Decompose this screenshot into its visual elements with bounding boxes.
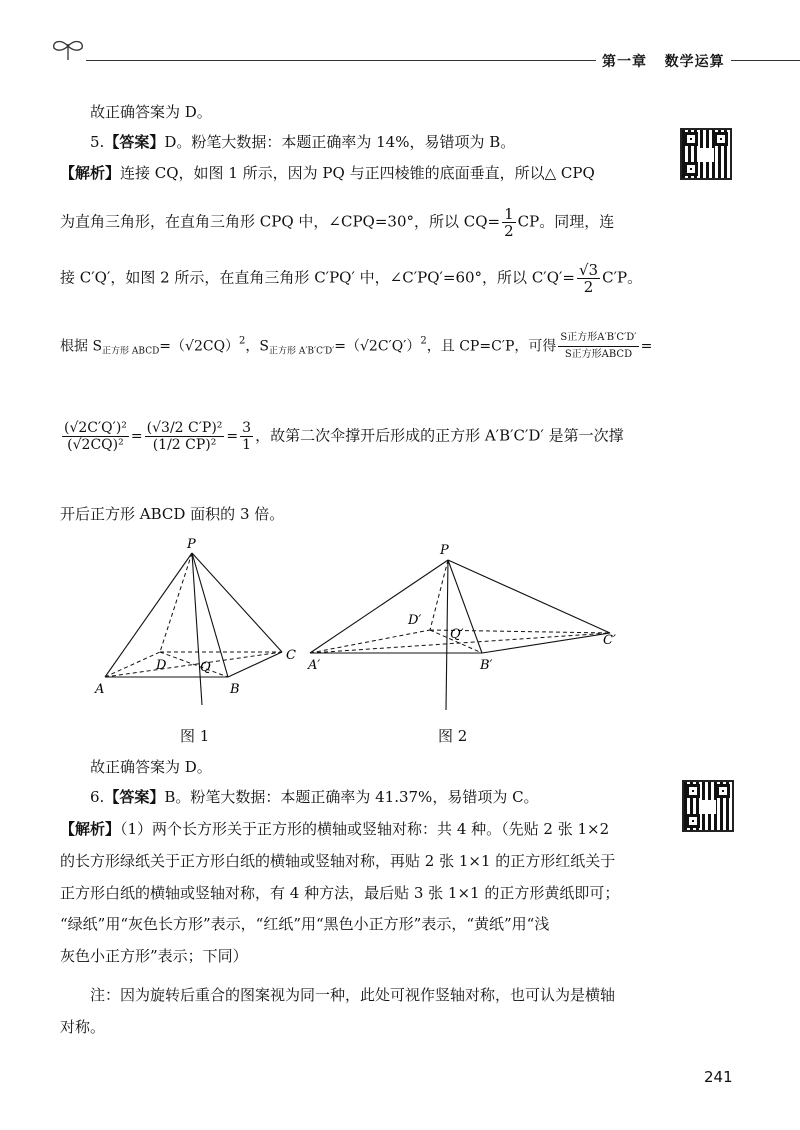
edge-PD: [160, 553, 192, 652]
prev-conclusion: 故正确答案为 D。: [90, 103, 212, 121]
page-number: 241: [704, 1068, 733, 1086]
q5-analysis-tag: 【解析】: [60, 164, 121, 182]
q5-text-6: 开后正方形 ABCD 面积的 3 倍。: [60, 505, 285, 523]
superscript: 2: [420, 335, 427, 347]
label-C: C: [286, 648, 296, 663]
q6-analysis-tag: 【解析】: [60, 820, 121, 838]
q5-analysis-line2: [60, 206, 614, 239]
q5-analysis-line4: [60, 330, 652, 363]
q6-answer-tag: 【答案】: [104, 788, 165, 806]
label-P: P: [187, 537, 196, 552]
label-B: B: [230, 682, 240, 697]
frac-num: 3: [242, 420, 252, 436]
label-P: P: [440, 543, 449, 558]
q5-equation-text: ，故第二次伞撑开后形成的正方形 A′B′C′D′ 是第一次撑: [255, 426, 624, 445]
frac-num: √3: [578, 261, 599, 279]
q6-answer-line: [90, 786, 539, 808]
q5-text-2b: CP。同理，连: [517, 212, 615, 231]
figure-1-pyramid: [90, 535, 305, 705]
q5-answer-tag: 【答案】: [104, 133, 165, 151]
q5-text-4a: 根据 S: [60, 338, 103, 355]
edge-PA: [310, 560, 448, 653]
q5-text-4b: =（√2CQ）: [159, 338, 240, 355]
area-ratio-fraction: [558, 330, 638, 363]
label-C: C′: [603, 633, 616, 648]
frac-den: 2: [583, 278, 594, 296]
diag-DB: [160, 652, 228, 677]
eq-right-fraction: [240, 420, 253, 453]
frac-num: 1: [504, 205, 514, 223]
q6-text-1: （1）两个长方形关于正方形的横轴或竖轴对称：共 4 种。（先贴 2 张 1×2: [120, 820, 610, 838]
edge-PB: [192, 553, 228, 677]
qr-code-icon[interactable]: [682, 780, 734, 832]
q5-analysis-line3: [60, 262, 642, 295]
q5-answer-line: [90, 131, 515, 153]
figure-1-caption: 图 1: [180, 727, 210, 745]
subscript: 正方形 A′B′C′D′: [269, 346, 335, 357]
edge-BC: [482, 633, 610, 653]
frac-num: (√3/2 C′P)²: [146, 420, 223, 436]
subscript: 正方形 ABCD: [102, 346, 160, 357]
q5-text-3a: 接 C′Q′，如图 2 所示，在直角三角形 C′PQ′ 中，∠C′PQ′=60°，所以 C′Q′=: [60, 268, 575, 287]
frac-den: 2: [504, 222, 514, 240]
axis-line: [192, 553, 202, 705]
q6-number: 6.: [90, 788, 105, 806]
chapter-label: 第一章: [602, 54, 647, 70]
q6-analysis-line1: [60, 818, 609, 840]
q5-text-4d: =（√2C′Q′）: [334, 338, 421, 355]
eq-left-fraction: [62, 420, 129, 453]
q6-text-4: “绿纸”用“灰色长方形”表示，“红纸”用“黑色小正方形”表示，“黄纸”用“浅: [60, 915, 550, 933]
eq-mid-fraction: [145, 420, 225, 453]
qr-code-icon[interactable]: [680, 128, 732, 180]
axis-line: [446, 560, 448, 710]
edge-PA: [105, 553, 192, 677]
figure-2-pyramid: [300, 540, 635, 710]
fraction-root3-half: [577, 262, 600, 295]
q5-text-3b: C′P。: [602, 268, 643, 287]
q5-equation-line: $\frac{\text{(√2C′Q′)²}}{\text{(√2CQ)²}}$ = $\frac{\text{(√3/2 C′P)²}}{\text{(1/2 CP)²}}$ = $\frac{3}{1}$ ，故第二次伞撑开后形成的正方形 A′B′C′D′ 是第一次撑: [64, 420, 624, 453]
q5-conclusion: 故正确答案为 D。: [90, 758, 212, 776]
frac-den: S正方形ABCD: [564, 349, 633, 360]
label-Q: Q: [200, 660, 211, 675]
q6-text-3: 正方形白纸的横轴或竖轴对称，有 4 种方法，最后贴 3 张 1×1 的正方形黄纸即可；: [60, 884, 620, 902]
sprout-icon: [50, 34, 86, 62]
q5-text-4f: =: [640, 338, 653, 355]
q5-answer: D。粉笔大数据：本题正确率为 14%，易错项为 B。: [164, 133, 516, 151]
label-A: A′: [308, 658, 321, 673]
q6-text-2: 的长方形绿纸关于正方形白纸的横轴或竖轴对称，再贴 2 张 1×1 的正方形红纸关于: [60, 852, 616, 870]
label-Q: Q′: [450, 627, 464, 642]
edge-PC: [448, 560, 610, 633]
frac-den: 1: [242, 437, 252, 453]
frac-den: (√2CQ)²: [67, 437, 124, 453]
label-D: D: [156, 658, 167, 673]
figure-2-caption: 图 2: [438, 727, 468, 745]
q5-number: 5.: [90, 133, 105, 151]
superscript: 2: [239, 335, 246, 347]
q6-text-5: 灰色小正方形”表示；下同）: [60, 947, 248, 965]
q6-note-2: 对称。: [60, 1018, 106, 1036]
chapter-title: 数学运算: [664, 54, 725, 70]
label-B: B′: [480, 658, 493, 673]
q6-answer: B。粉笔大数据：本题正确率为 41.37%，易错项为 C。: [164, 788, 539, 806]
frac-num: S正方形A′B′C′D′: [558, 330, 638, 347]
q5-text-2a: 为直角三角形，在直角三角形 CPQ 中，∠CPQ=30°，所以 CQ=: [60, 212, 501, 231]
frac-den: (1/2 CP)²: [152, 437, 217, 453]
frac-num: (√2C′Q′)²: [64, 420, 127, 436]
q5-text-1: 连接 CQ，如图 1 所示，因为 PQ 与正四棱锥的底面垂直，所以△ CPQ: [120, 164, 595, 182]
edge-PC: [192, 553, 282, 652]
q5-text-4c: ，S: [245, 338, 270, 355]
fraction-half: [502, 206, 516, 239]
q5-analysis-line1: [60, 162, 595, 184]
label-A: A: [95, 682, 105, 697]
label-D: D′: [408, 613, 422, 628]
q6-note-1: 注：因为旋转后重合的图案视为同一种，此处可视作竖轴对称，也可认为是横轴: [90, 986, 616, 1004]
q5-text-4e: ，且 CP=C′P，可得: [426, 338, 557, 355]
edge-BC: [228, 652, 282, 677]
chapter-header: [596, 51, 731, 71]
